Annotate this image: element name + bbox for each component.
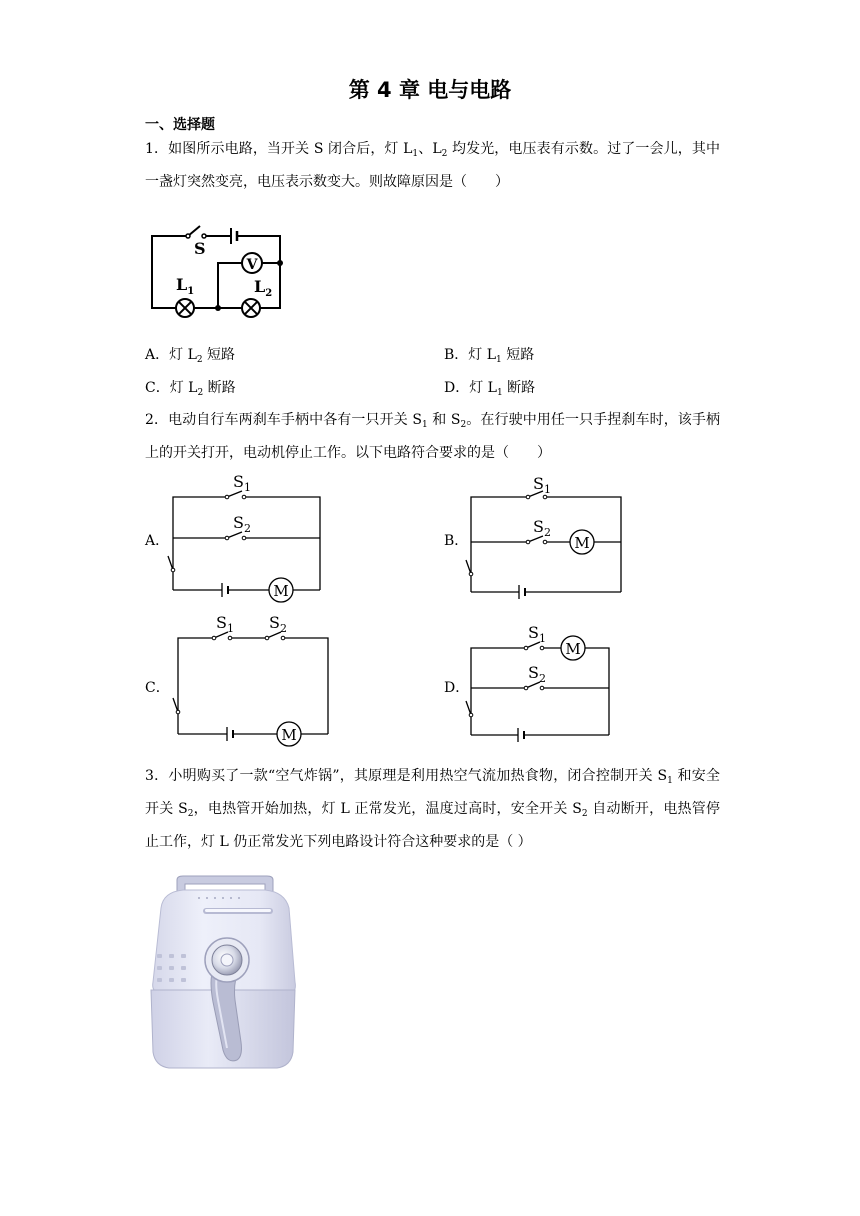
question-number: 3． (145, 768, 169, 784)
q2-option-c[interactable]: C． (145, 680, 170, 696)
svg-text:S2: $S_2$ (528, 663, 546, 685)
svg-text:S2: $S_2$ (533, 517, 551, 539)
question-3-text: 3．小明购买了一款“空气炸锅”，其原理是利用热空气流加热食物，闭合控制开关 $S_1$ 和安全开关 $S_2$，电热管开始加热，灯 L 正常发光，温度过高时，安全开关 $S_2$ 自动断开，电热管停止工作，灯 L 仍正常发光下列电路设计符合这种要求的是（ ） (145, 768, 720, 850)
q2-option-a[interactable]: A． (145, 533, 170, 549)
svg-text:M: M (565, 640, 581, 658)
question-number: 2． (145, 412, 169, 428)
svg-text:S2: $S_2$ (269, 613, 287, 635)
air-fryer-image (143, 872, 303, 1072)
motor-label: M (273, 582, 289, 600)
q1-circuit-diagram (140, 218, 300, 328)
q2-circuit-c (170, 612, 335, 747)
q2-circuit-b (463, 472, 628, 612)
q1-option-c[interactable]: C．灯 $L_2$ 断路 (145, 380, 236, 398)
svg-text:L1: $L_1$ (176, 275, 195, 297)
svg-text:S2: $S_2$ (233, 513, 251, 535)
voltmeter-label: V (246, 257, 258, 273)
q2-option-b[interactable]: B． (444, 533, 469, 549)
q1-option-a[interactable]: A．灯 $L_2$ 短路 (145, 347, 236, 365)
svg-text:S1: $S_1$ (216, 613, 234, 635)
q2-circuit-a (165, 470, 330, 610)
question-1-text: 1．如图所示电路，当开关 S 闭合后，灯 $L_1$、$L_2$ 均发光，电压表有示数。过了一会儿，其中一盏灯突然变亮，电压表示数变大。则故障原因是（ ） (145, 141, 720, 190)
question-2-text: 2．电动自行车两刹车手柄中各有一只开关 $S_1$ 和 $S_2$。在行驶中用任一只手捏刹车时，该手柄上的开关打开，电动机停止工作。以下电路符合要求的是（ ） (145, 412, 720, 461)
page-title: 第 4 章 电与电路 (348, 78, 512, 102)
lamp-l1-label: L (176, 275, 188, 294)
q1-option-b[interactable]: B．灯 $L_1$ 短路 (444, 347, 535, 365)
svg-text:S1: $S_1$ (233, 472, 251, 494)
svg-text:L2: $L_2$ (254, 277, 273, 299)
q2-circuit-d (462, 620, 617, 745)
q2-option-d[interactable]: D． (444, 680, 470, 696)
section-heading: 一、选择题 (145, 117, 215, 133)
lamp-l2-label: L (254, 277, 266, 296)
switch-s-label: S (194, 239, 206, 258)
svg-text:M: M (574, 534, 590, 552)
question-number: 1． (145, 141, 169, 157)
svg-text:S1: $S_1$ (528, 623, 546, 645)
svg-text:M: M (281, 726, 297, 744)
q1-option-d[interactable]: D．灯 $L_1$ 断路 (444, 380, 536, 398)
svg-text:S1: $S_1$ (533, 474, 551, 496)
